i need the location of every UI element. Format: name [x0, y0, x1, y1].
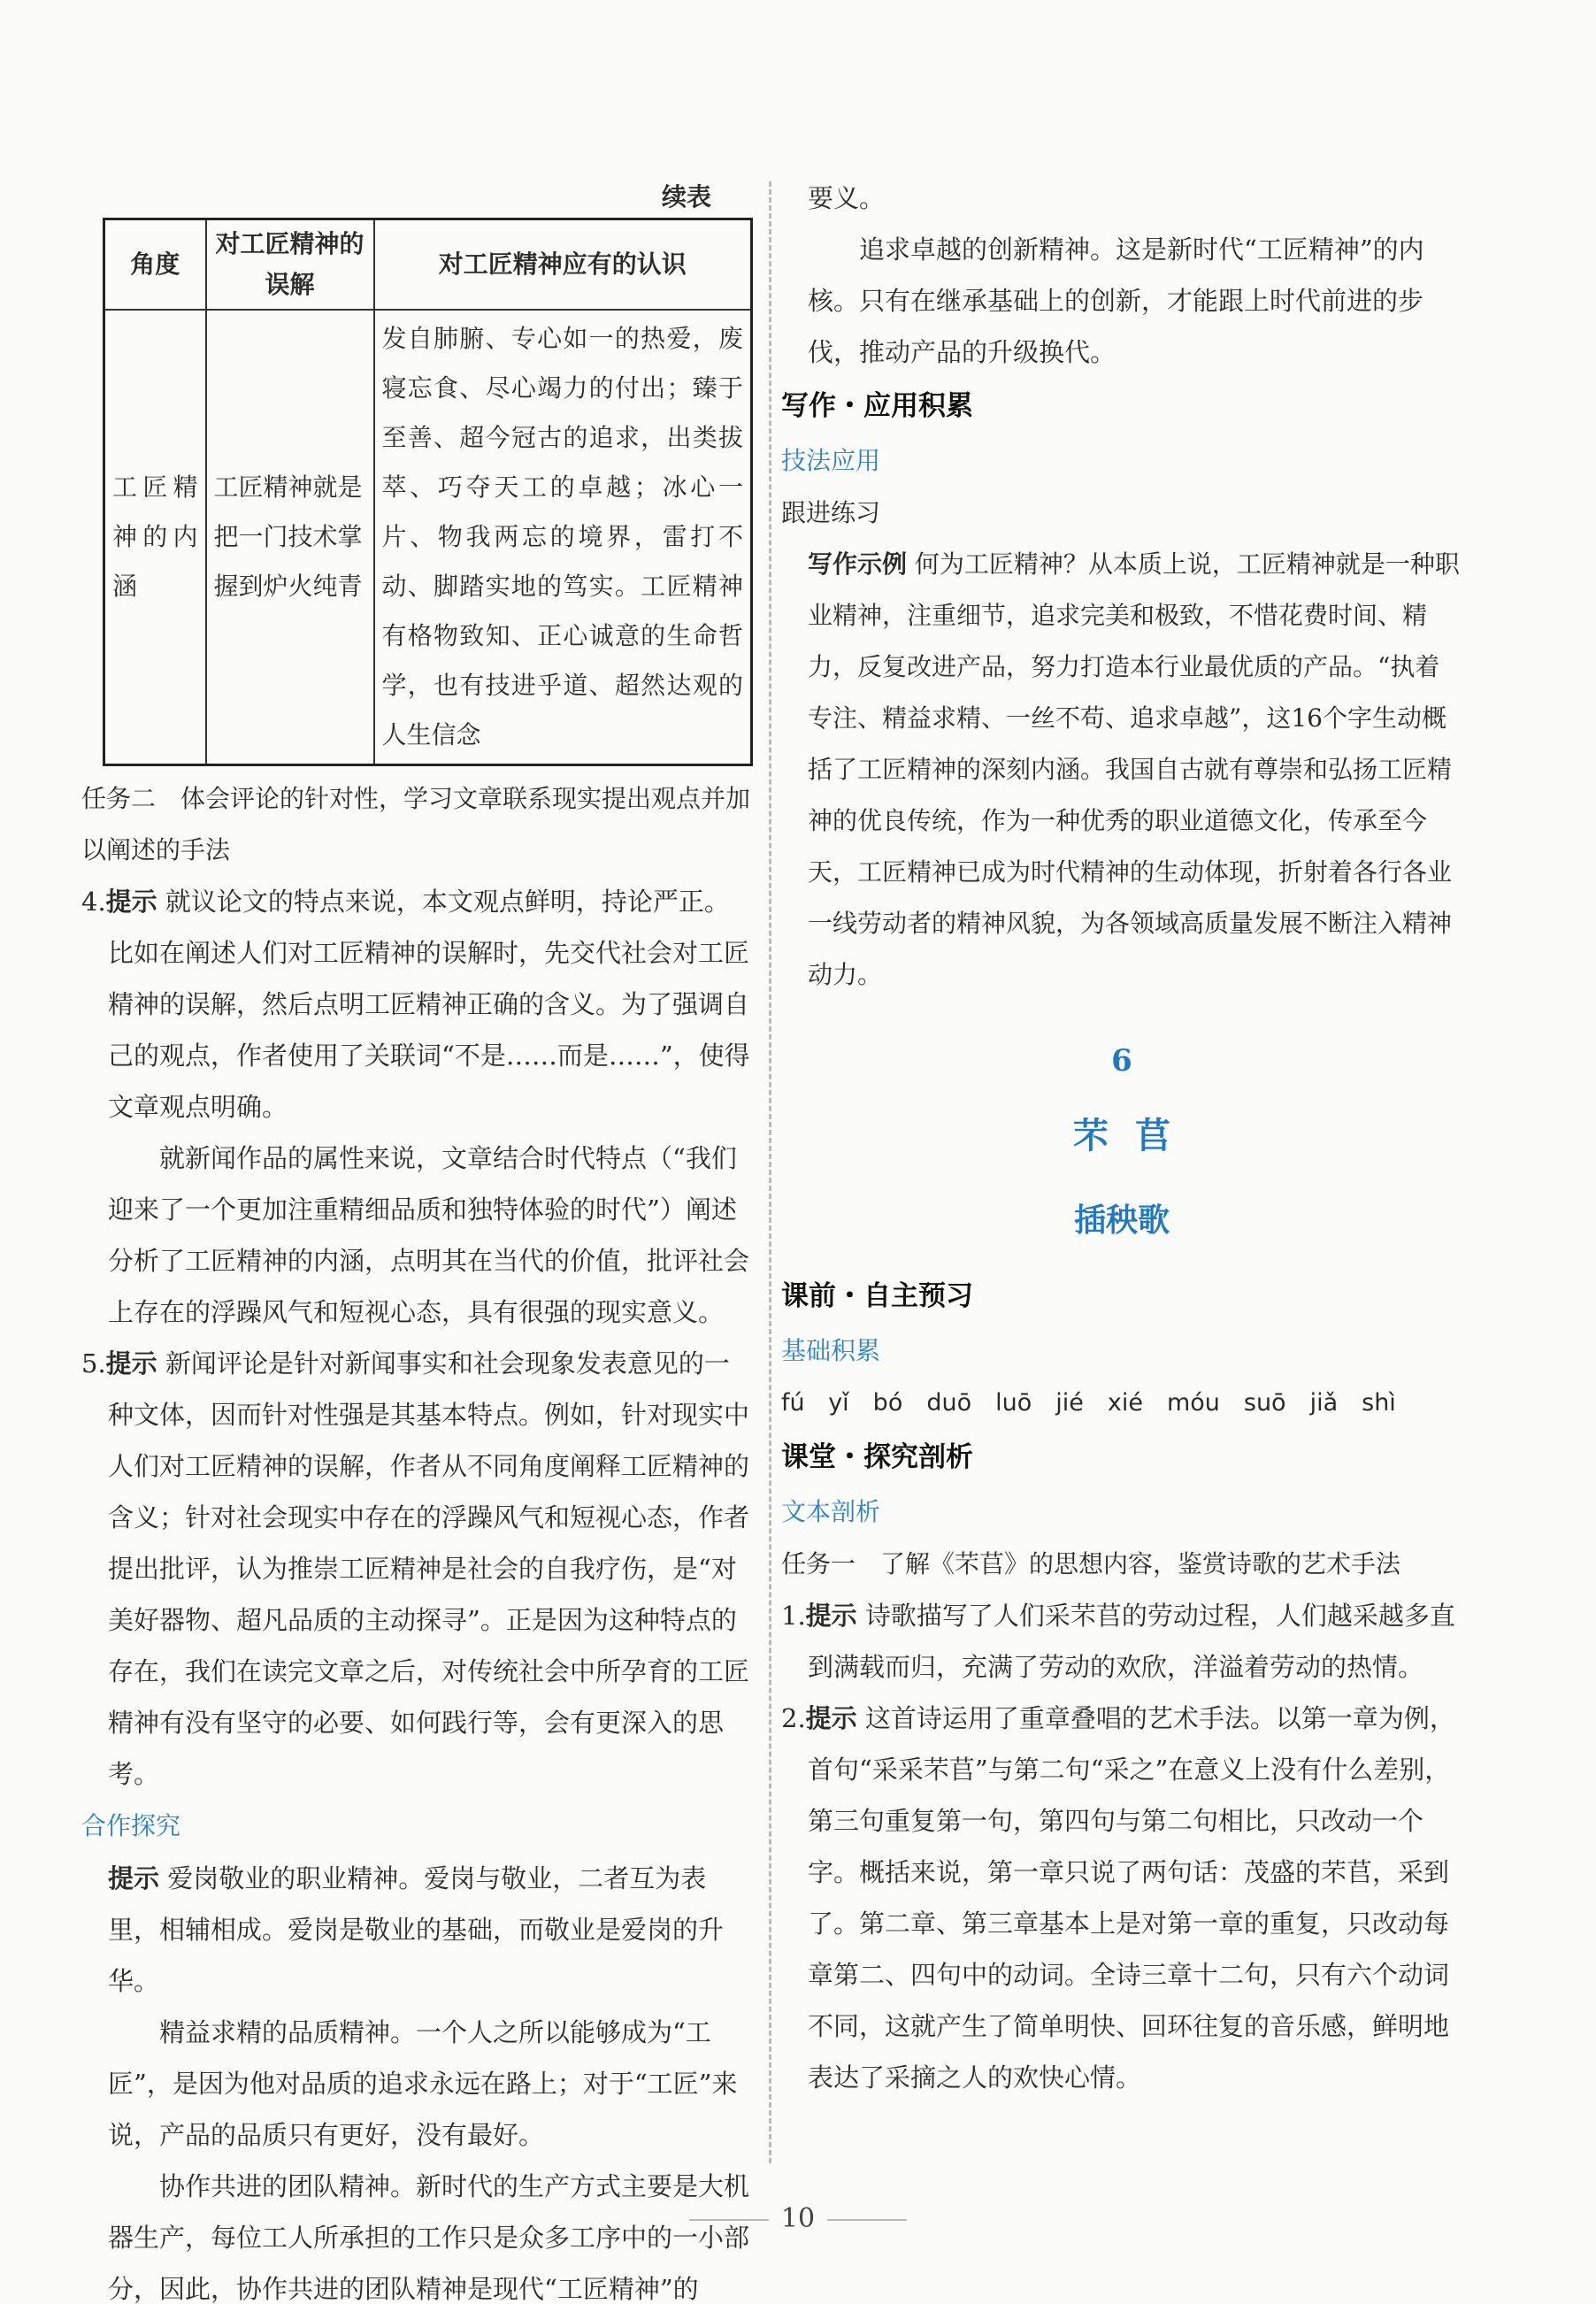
table-header-misunderstanding: 对工匠精神的误解 [206, 219, 374, 311]
item-1-text: 诗歌描写了人们采芣苢的劳动过程，人们越采越多直到满载而归，充满了劳动的欢欣，洋溢着劳动的热情。 [808, 1601, 1455, 1682]
preview-section-heading: 课前・自主预习 [781, 1280, 973, 1312]
item-5-num: 5. [81, 1348, 106, 1379]
table-continued-label: 续表 [661, 182, 711, 211]
lesson-subtitle: 插秧歌 [1073, 1202, 1170, 1239]
pinyin-answers: fú yǐ bó duō luō jié xié móu suō jiǎ shì [781, 1389, 1396, 1417]
page-footer [0, 2203, 1596, 2234]
table-cell-angle: 工匠精神的内涵 [104, 310, 206, 765]
item-5-label: 提示 [105, 1348, 157, 1379]
item-4-paragraph-2: 就新闻作品的属性来说，文章结合时代特点（“我们迎来了一个更加注重精细品质和独特体验的时代”）阐述分析了工匠精神的内涵，点明其在当代的价值，批评社会上存在的浮躁风气和短视心态，具有很强的现实意义。 [108, 1143, 750, 1327]
column-divider [769, 181, 771, 2163]
cooperation-label: 提示 [108, 1863, 160, 1893]
table-header-angle: 角度 [104, 219, 206, 311]
cooperation-heading: 合作探究 [81, 1811, 181, 1840]
left-column [81, 177, 754, 2304]
writing-example-label: 写作示例 [808, 549, 908, 579]
innovation-paragraph: 追求卓越的创新精神。这是新时代“工匠精神”的内核。只有在继承基础上的创新，才能跟上时代前进的步伐，推动产品的升级换代。 [808, 234, 1424, 367]
writing-example [808, 539, 1462, 1001]
continued-text: 要义。 [808, 183, 886, 213]
writing-example-text: 何为工匠精神？从本质上说，工匠精神就是一种职业精神，注重细节，追求完美和极致，不惜花费时间、精力，反复改进产品，努力打造本行业最优质的产品。“执着专注、精益求精、一丝不苟、追求卓越”，这16个字生动概括了工匠精神的深刻内涵。我国自古就有尊崇和弘扬工匠精神的优良传统，作为一种优秀的职业道德文化，传承至今天，工匠精神已成为时代精神的生动体现，折射着各行各业一线劳动者的精神风貌，为各领域高质量发展不断注入精神动力。 [808, 549, 1460, 989]
table-cell-correct: 发自肺腑、专心如一的热爱，废寝忘食、尽心竭力的付出；臻于至善、超今冠古的追求，出类拔萃、巧夺天工的卓越；冰心一片、物我两忘的境界，雷打不动、脚踏实地的笃实。工匠精神有格物致知、正心诚意的生命哲学，也有技进乎道、超然达观的人生信念 [374, 310, 752, 765]
cooperation-paragraph-3: 协作共进的团队精神。新时代的生产方式主要是大机器生产，每位工人所承担的工作只是众多工序中的一小部分，因此，协作共进的团队精神是现代“工匠精神”的 [108, 2171, 750, 2304]
basics-heading: 基础积累 [781, 1336, 881, 1365]
footer-rule-left [689, 2219, 769, 2221]
item-1 [781, 1590, 1462, 1693]
item-4 [81, 876, 754, 1133]
cooperation-paragraph-1 [108, 1853, 754, 2007]
table-header-row [104, 219, 752, 311]
item-2-label: 提示 [805, 1703, 857, 1733]
practice-heading: 跟进练习 [781, 498, 881, 527]
table-row [104, 310, 752, 765]
footer-rule-right [827, 2219, 907, 2221]
item-2-num: 2. [781, 1703, 806, 1733]
item-2-text: 这首诗运用了重章叠唱的艺术手法。以第一章为例，首句“采采芣苢”与第二句“采之”在意义上没有什么差别，第三句重复第一句，第四句与第二句相比，只改动一个字。概括来说，第一章只说了两句话：茂盛的芣苢，采到了。第二章、第三章基本上是对第一章的重复，只改动每章第二、四句中的动词。全诗三章十二句，只有六个动词不同，这就产生了简单明快、回环往复的音乐感，鲜明地表达了采摘之人的欢快心情。 [808, 1703, 1455, 2093]
analysis-heading: 文本剖析 [781, 1497, 881, 1526]
technique-heading: 技法应用 [781, 446, 881, 475]
lesson-title: 芣苢 [1073, 1115, 1197, 1156]
task-two-heading: 任务二 体会评论的针对性，学习文章联系现实提出观点并加以阐述的手法 [81, 784, 751, 864]
item-4-text: 就议论文的特点来说，本文观点鲜明，持论严正。比如在阐述人们对工匠精神的误解时，先交代社会对工匠精神的误解，然后点明工匠精神正确的含义。为了强调自己的观点，作者使用了关联词“不是……而是……”，使得文章观点明确。 [108, 887, 750, 1122]
item-2 [781, 1693, 1462, 2103]
item-5-text: 新闻评论是针对新闻事实和社会现象发表意见的一种文体，因而针对性强是其基本特点。例如，针对现实中人们对工匠精神的误解，作者从不同角度阐释工匠精神的含义；针对社会现实中存在的浮躁风气和短视心态，作者提出批评，认为推崇工匠精神是社会的自我疗伤，是“对美好器物、超凡品质的主动探寻”。正是因为这种特点的存在，我们在读完文章之后，对传统社会中所孕育的工匠精神有没有坚守的必要、如何践行等，会有更深入的思考。 [108, 1348, 750, 1789]
class-section-heading: 课堂・探究剖析 [781, 1441, 973, 1473]
cooperation-paragraph-2: 精益求精的品质精神。一个人之所以能够成为“工匠”，是因为他对品质的追求永远在路上；对于“工匠”来说，产品的品质只有更好，没有最好。 [108, 2017, 738, 2150]
table-cell-misunderstanding: 工匠精神就是把一门技术掌握到炉火纯青 [206, 310, 374, 765]
item-5 [81, 1338, 754, 1800]
craftsman-table [103, 218, 753, 766]
cooperation-text-1: 爱岗敬业的职业精神。爱岗与敬业，二者互为表里，相辅相成。爱岗是敬业的基础，而敬业是爱岗的升华。 [108, 1863, 725, 1996]
item-1-label: 提示 [805, 1601, 857, 1631]
item-4-label: 提示 [105, 887, 157, 917]
lesson-number: 6 [1111, 1043, 1132, 1079]
item-1-num: 1. [781, 1601, 806, 1631]
task-one-heading: 任务一 了解《芣苢》的思想内容，鉴赏诗歌的艺术手法 [781, 1549, 1401, 1578]
page-number: 10 [780, 2203, 816, 2234]
writing-section-heading: 写作・应用积累 [781, 390, 973, 422]
right-column [781, 173, 1462, 2103]
item-4-num: 4. [81, 887, 106, 917]
table-header-correct: 对工匠精神应有的认识 [374, 219, 752, 311]
